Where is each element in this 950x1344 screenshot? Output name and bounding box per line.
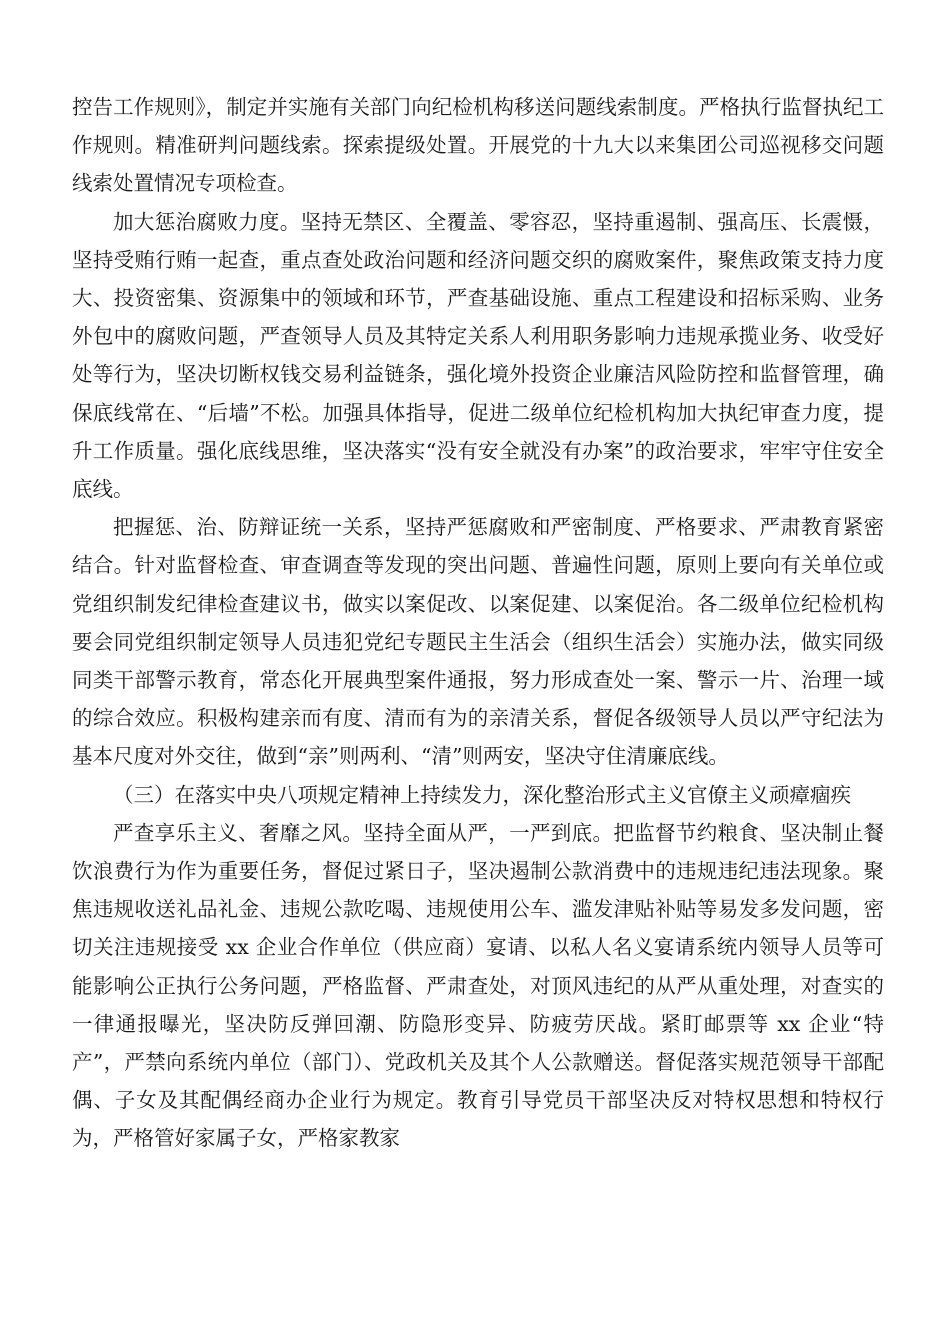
paragraph-continuation: 控告工作规则》，制定并实施有关部门向纪检机构移送问题线索制度。严格执行监督执纪工作规则。精准研判问题线索。探索提级处置。开展党的十九大以来集团公司巡视移交问题线索处置情况专项检查。 (72, 95, 884, 196)
section-heading-3: （三）在落实中央八项规定精神上持续发力，深化整治形式主义官僚主义顽瘴痼疾 (113, 782, 851, 807)
paragraph-punish-corruption: 加大惩治腐败力度。坚持无禁区、全覆盖、零容忍，坚持重遏制、强高压、长震慑，坚持受贿行贿一起查，重点查处政治问题和经济问题交织的腐败案件，聚焦政策支持力度大、投资密集、资源集中的领域和环节，严查基础设施、重点工程建设和招标采购、业务外包中的腐败问题，严查领导人员及其特定关系人利用职务影响力违规承揽业务、收受好处等行为，坚决切断权钱交易利益链条，强化境外投资企业廉洁风险防控和监督管理，确保底线常在、“后墙”不松。加强具体指导，促进二级单位纪检机构加大执纪审查力度，提升工作质量。强化底线思维，坚决落实“没有安全就没有办案”的政治要求，牢牢守住安全底线。 (72, 209, 884, 502)
paragraph-hedonism: 严查享乐主义、奢靡之风。坚持全面从严，一严到底。把监督节约粮食、坚决制止餐饮浪费行为作为重要任务，督促过紧日子，坚决遏制公款消费中的违规违纪违法现象。聚焦违规收送礼品礼金、违规公款吃喝、违规使用公车、滥发津贴补贴等易发多发问题，密切关注违规接受 xx 企业合作单位（供应商）宴请、以私人名义宴请系统内领导人员等可能影响公正执行公务问题，严格监督、严肃查处，对顶风违纪的从严从重处理，对查实的一律通报曝光，坚决防反弹回潮、防隐形变异、防疲劳厌战。紧盯邮票等 xx 企业“特产”，严禁向系统内单位（部门）、党政机关及其个人公款赠送。督促落实规范领导干部配偶、子女及其配偶经商办企业行为规定。教育引导党员干部坚决反对特权思想和特权行为，严格管好家属子女，严格家教家 (72, 820, 884, 1151)
document-body (72, 88, 884, 1158)
paragraph-punish-prevent: 把握惩、治、防辩证统一关系，坚持严惩腐败和严密制度、严格要求、严肃教育紧密结合。针对监督检查、审查调查等发现的突出问题、普遍性问题，原则上要向有关单位或党组织制发纪律检查建议书，做实以案促改、以案促建、以案促治。各二级单位纪检机构要会同党组织制定领导人员违犯党纪专题民主生活会（组织生活会）实施办法，做实同级同类干部警示教育，常态化开展典型案件通报，努力形成查处一案、警示一片、治理一域的综合效应。积极构建亲而有度、清而有为的亲清关系，督促各级领导人员以严守纪法为基本尺度对外交往，做到“亲”则两利、“清”则两安，坚决守住清廉底线。 (72, 515, 884, 769)
